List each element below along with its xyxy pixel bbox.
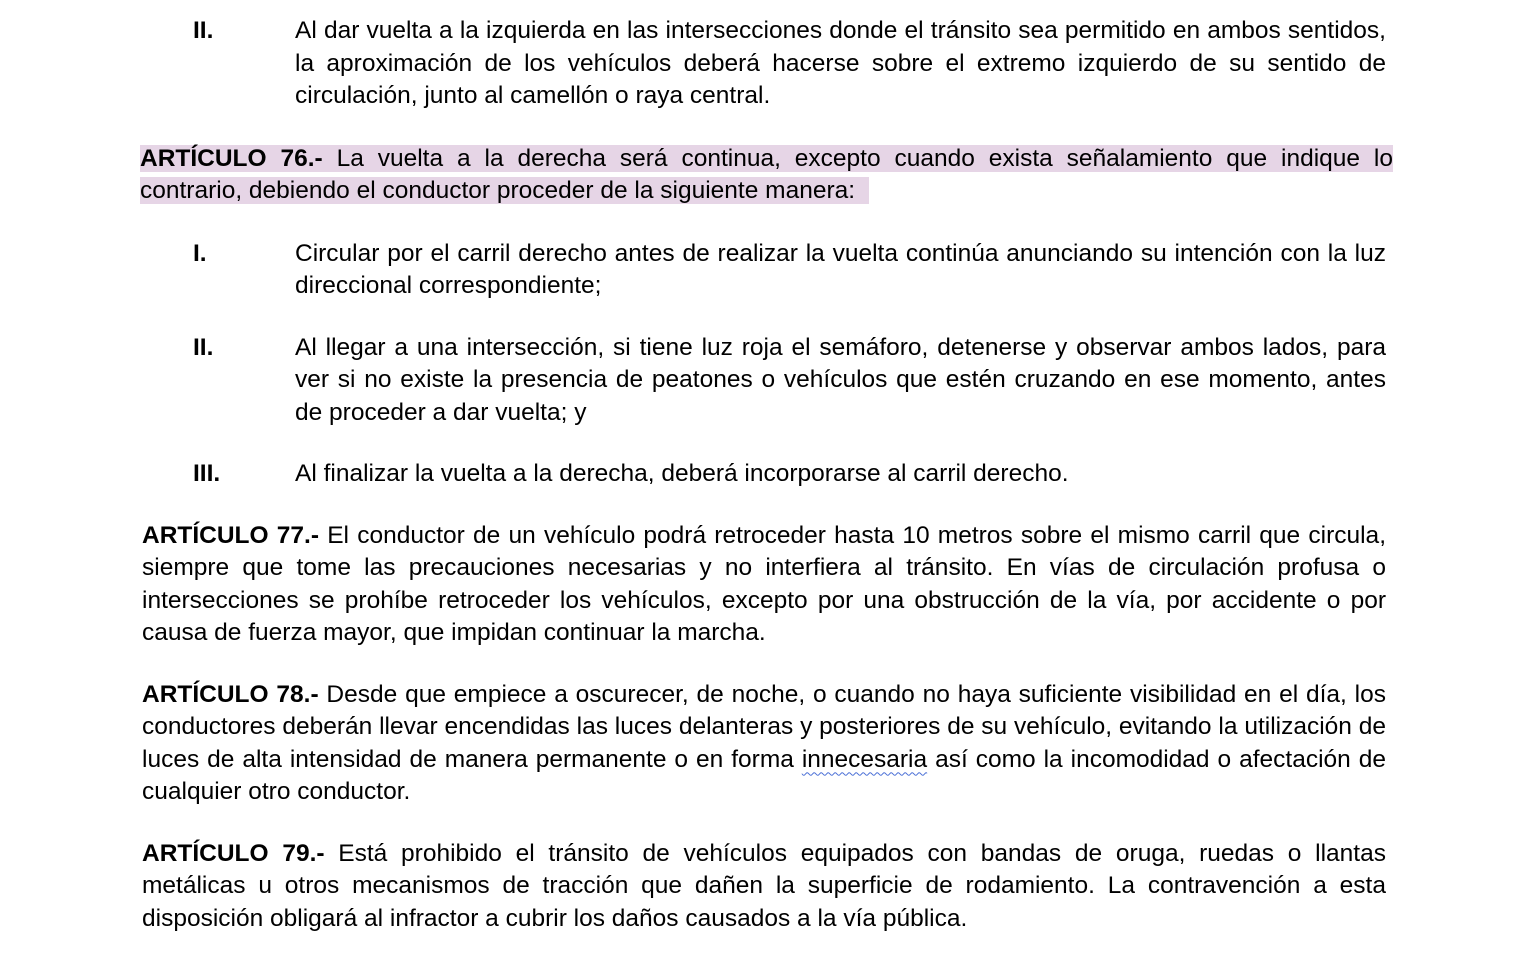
item-number: III.	[193, 460, 221, 487]
article-heading: ARTÍCULO 76.-	[140, 144, 323, 172]
item-number: I.	[193, 239, 207, 267]
article-text: El conductor de un vehículo podrá retroceder hasta 10 metros sobre el mismo carril que circula, siempre que tome las precauciones necesarias y no interfiera al tránsito. En vías de circulación profusa o intersecciones se prohíbe retroceder los vehículos, excepto por una obstrucción de la vía, por accidente o por causa de fuerza mayor, que impidan continuar la marcha.	[142, 521, 1386, 646]
article-text-b: así como la incomodidad o afectación de cualquier otro conductor.	[142, 745, 1386, 805]
article-79	[142, 838, 1386, 936]
article-heading: ARTÍCULO 79.-	[142, 839, 325, 867]
spellcheck-flagged-word[interactable]: innecesaria	[801, 745, 928, 773]
item-text: Circular por el carril derecho antes de realizar la vuelta continúa anunciando su intención con la luz direccional correspondiente;	[295, 239, 1386, 299]
item-number: II.	[193, 17, 214, 44]
article-76-highlight	[140, 145, 1393, 205]
article-heading: ARTÍCULO 78.-	[142, 680, 319, 708]
article-heading: ARTÍCULO 77.-	[142, 521, 319, 549]
list-item-76-ii	[142, 332, 1386, 430]
list-item-76-i	[142, 238, 1386, 303]
article-77	[142, 520, 1386, 650]
item-text: Al finalizar la vuelta a la derecha, deberá incorporarse al carril derecho.	[295, 460, 1069, 487]
item-text: Al llegar a una intersección, si tiene luz roja el semáforo, detenerse y observar ambos lados, para ver si no existe la presencia de peatones o vehículos que estén cruzando en ese momento, antes de proceder a dar vuelta; y	[295, 333, 1386, 426]
article-text: La vuelta a la derecha será continua, excepto cuando exista señalamiento que indique lo contrario, debiendo el conductor proceder de la siguiente manera:	[140, 144, 1394, 204]
article-78	[142, 679, 1386, 809]
item-number: II.	[193, 333, 214, 361]
document-page	[140, 15, 1394, 935]
list-item-76-iii	[142, 458, 1386, 491]
item-text: Al dar vuelta a la izquierda en las intersecciones donde el tránsito sea permitido en ambos sentidos, la aproximación de los vehículos deberá hacerse sobre el extremo izquierdo de su sentido de circulación, junto al camellón o raya central.	[295, 17, 1386, 109]
list-item-75-ii	[142, 15, 1386, 113]
article-text: Está prohibido el tránsito de vehículos equipados con bandas de oruga, ruedas o llantas metálicas u otros mecanismos de tracción que dañen la superficie de rodamiento. La contravención a esta disposición obligará al infractor a cubrir los daños causados a la vía pública.	[142, 839, 1386, 932]
article-76	[140, 143, 1393, 208]
article-text-a: Desde que empiece a oscurecer, de noche, o cuando no haya suficiente visibilidad en el día, los conductores deberán llevar encendidas las luces delanteras y posteriores de su vehículo, evitando la utilización de luces de alta intensidad de manera permanente o en forma	[142, 680, 1386, 773]
